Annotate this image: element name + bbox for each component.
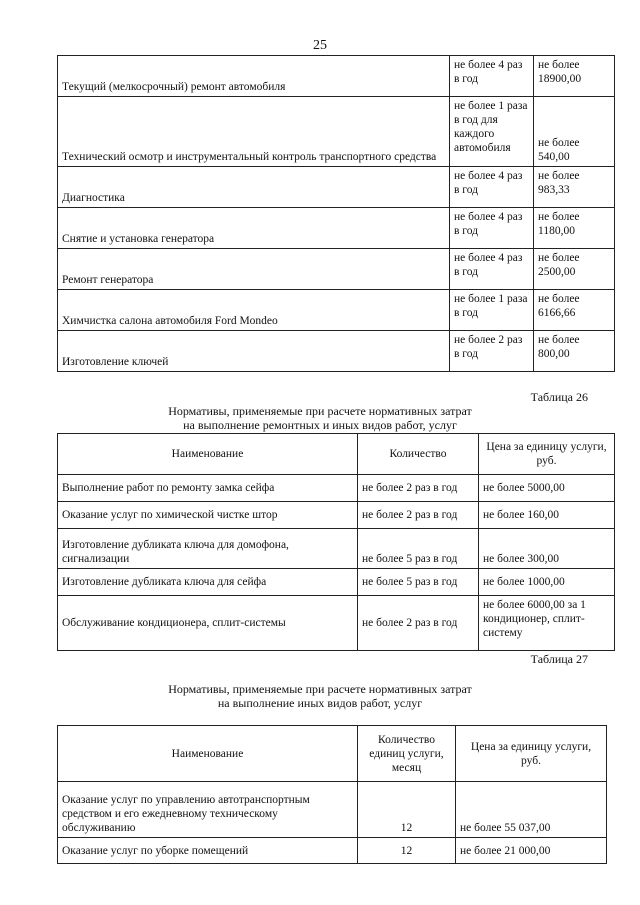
table-27-title-line-2: на выполнение иных видов работ, услуг: [217, 696, 423, 710]
row-price: не более 540,00: [534, 97, 615, 167]
row-price: не более 300,00: [479, 529, 615, 569]
row-price: не более 5000,00: [479, 475, 615, 502]
page-number: 25: [313, 38, 327, 53]
header-quantity: Количество: [358, 434, 479, 475]
row-name: Изготовление дубликата ключа для сейфа: [58, 569, 358, 596]
table-26-label: Таблица 26: [530, 390, 588, 404]
row-quantity: не более 2 раз в год: [450, 331, 534, 372]
header-price: Цена за единицу услуги, руб.: [456, 726, 607, 782]
table-27-title-line-1: Нормативы, применяемые при расчете нормативных затрат: [168, 682, 472, 696]
table-27-label: Таблица 27: [530, 652, 588, 666]
table-row: [58, 529, 615, 569]
table-row: [58, 290, 615, 331]
row-price: не более 983,33: [534, 167, 615, 208]
row-name: Выполнение работ по ремонту замка сейфа: [58, 475, 358, 502]
row-name: Оказание услуг по управлению автотранспортным средством и его ежедневному техническому обслуживанию: [58, 782, 358, 838]
row-name: Диагностика: [58, 167, 450, 208]
row-quantity: не более 4 раз в год: [450, 249, 534, 290]
row-name: Оказание услуг по химической чистке штор: [58, 502, 358, 529]
row-quantity: не более 1 раза в год для каждого автомобиля: [450, 97, 534, 167]
table-row: [58, 208, 615, 249]
row-quantity: не более 1 раза в год: [450, 290, 534, 331]
row-quantity: не более 5 раз в год: [358, 569, 479, 596]
row-quantity: не более 5 раз в год: [358, 529, 479, 569]
table-27: [57, 725, 607, 864]
table-row: [58, 569, 615, 596]
table-row: [58, 782, 607, 838]
row-name: Химчистка салона автомобиля Ford Mondeo: [58, 290, 450, 331]
row-quantity: не более 4 раз в год: [450, 208, 534, 249]
row-price: не более 2500,00: [534, 249, 615, 290]
row-name: Обслуживание кондиционера, сплит-системы: [58, 596, 358, 651]
table-row: [58, 502, 615, 529]
table-row: [58, 167, 615, 208]
row-price: не более 160,00: [479, 502, 615, 529]
row-quantity: 12: [358, 838, 456, 864]
row-name: Изготовление дубликата ключа для домофона, сигнализации: [58, 529, 358, 569]
row-price: не более 1180,00: [534, 208, 615, 249]
table-row: [58, 249, 615, 290]
table-26: [57, 433, 615, 651]
table-row: [58, 331, 615, 372]
row-name: Изготовление ключей: [58, 331, 450, 372]
row-quantity: не более 4 раз в год: [450, 56, 534, 97]
header-name: Наименование: [58, 726, 358, 782]
row-price: не более 6166,66: [534, 290, 615, 331]
row-quantity: 12: [358, 782, 456, 838]
row-price: не более 1000,00: [479, 569, 615, 596]
table-row: [58, 475, 615, 502]
row-name: Технический осмотр и инструментальный контроль транспортного средства: [58, 97, 450, 167]
row-quantity: не более 2 раз в год: [358, 596, 479, 651]
row-name: Текущий (мелкосрочный) ремонт автомобиля: [58, 56, 450, 97]
row-price: не более 55 037,00: [456, 782, 607, 838]
header-price: Цена за единицу услуги, руб.: [479, 434, 615, 475]
header-quantity: Количество единиц услуги, месяц: [358, 726, 456, 782]
table-26-title-line-1: Нормативы, применяемые при расчете нормативных затрат: [168, 404, 472, 418]
row-name: Оказание услуг по уборке помещений: [58, 838, 358, 864]
row-price: не более 6000,00 за 1 кондиционер, сплит-систему: [479, 596, 615, 651]
header-name: Наименование: [58, 434, 358, 475]
row-price: не более 21 000,00: [456, 838, 607, 864]
table-row: [58, 56, 615, 97]
row-price: не более 18900,00: [534, 56, 615, 97]
table-row: [58, 97, 615, 167]
table-26-title-line-2: на выполнение ремонтных и иных видов работ, услуг: [183, 418, 457, 432]
row-quantity: не более 4 раз в год: [450, 167, 534, 208]
row-price: не более 800,00: [534, 331, 615, 372]
table-header-row: [58, 434, 615, 475]
table-row: [58, 596, 615, 651]
table-25: [57, 55, 615, 372]
row-name: Ремонт генератора: [58, 249, 450, 290]
row-quantity: не более 2 раз в год: [358, 475, 479, 502]
row-name: Снятие и установка генератора: [58, 208, 450, 249]
table-row: [58, 838, 607, 864]
table-header-row: [58, 726, 607, 782]
row-quantity: не более 2 раз в год: [358, 502, 479, 529]
